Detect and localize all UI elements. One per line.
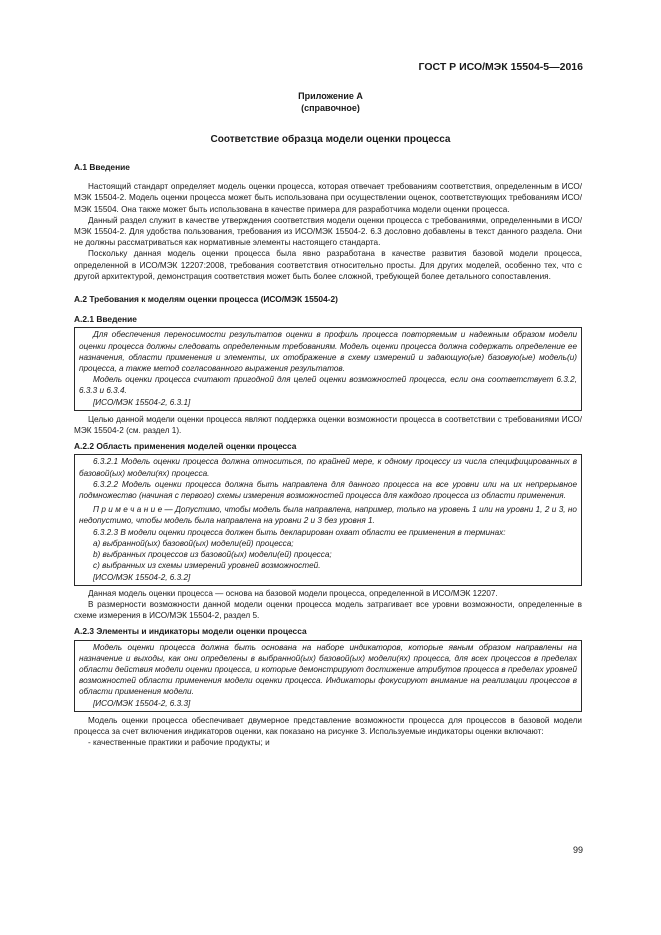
section-a23-heading: А.2.3 Элементы и индикаторы модели оценки процесса bbox=[74, 626, 307, 637]
section-a22-heading: А.2.2 Область применения моделей оценки процесса bbox=[74, 441, 297, 452]
requirement-box-a22 bbox=[74, 454, 582, 585]
requirement-box-a23 bbox=[74, 640, 582, 712]
requirement-text: Модель оценки процесса должна быть основана на наборе индикаторов, которые явным образом направлены на назначение и выходы, как они определены в выбранной(ых) базовой(ых) модели(ях) процесса, для всех процессов в пределах области действия модели оценки процесса, и которые демонстрируют достижение атрибутов процесса в пределах уровней возможностей области применения модели оценки процесса. Индикаторы фокусируют внимание на реализации процессов в области применения модели. bbox=[79, 642, 577, 697]
requirement-text: 6.3.2.3 В модели оценки процесса должен быть декларирован охват области ее применения в терминах: bbox=[93, 527, 506, 537]
section-a23-paragraph: Модель оценки процесса обеспечивает двумерное представление возможности процесса для процессов в базовой модели процесса за счет включения индикаторов оценки, как показано на рисунке 3. Используемые индикаторы оценки включают: bbox=[74, 715, 582, 736]
annex-header bbox=[0, 90, 661, 114]
requirement-text: 6.3.2.1 Модель оценки процесса должна относиться, по крайней мере, к одному процессу из числа специфицированных в базовой(ых) модели(ях) процесса. bbox=[79, 457, 577, 478]
page-number: 99 bbox=[572, 845, 583, 855]
section-a22-paragraph-1: Данная модель оценки процесса — основа на базовой модели процесса, определенной в ИСО/МЭК 12207. bbox=[88, 588, 498, 598]
section-a1-paragraph-2: Данный раздел служит в качестве утверждения соответствия модели оценки процесса с требованиями, определенными в ИСО/МЭК 15504-2. Для удобства пользования, требования из ИСО/МЭК 15504-2. 6.3 дословно добавлены в текст данного раздела. Они не должны рассматриваться как нормативные элементы настоящего стандарта. bbox=[74, 215, 582, 248]
requirement-text: 6.3.2.2 Модель оценки процесса должна быть направлена для данного процесса на все уровни или на их непрерывное подмножество (начиная с первого) схемы измерения возможностей процесса для каждого процесса из области применения. bbox=[79, 479, 577, 501]
section-a1-paragraph-3: Поскольку данная модель оценки процесса была явно разработана в качестве развития базовой модели процесса, определенной в ИСО/МЭК 12207:2008, требования соответствия относительно просты. Для других моделей, особенно тех, что с другой архитектурой, демонстрация соответствия может быть более сложной, требующей более детального сопоставления. bbox=[74, 249, 582, 281]
requirement-list-item: c) выбранных из схемы измерений уровней возможностей. bbox=[93, 561, 321, 571]
requirement-list-item: a) выбранной(ых) базовой(ых) модели(ей) процесса; bbox=[93, 538, 294, 548]
requirement-box-a21 bbox=[74, 327, 582, 410]
section-a1-paragraph-1: Настоящий стандарт определяет модель оценки процесса, которая отвечает требованиям соответствия, определенным в ИСО/МЭК 15504-2. Модель оценки процесса может быть использована при осуществлении оценок, соответствующих требованиям ИСО/МЭК 15504. Она также может быть использована в качестве примера для разработчика модели оценки процесса. bbox=[74, 182, 582, 214]
annex-type: (справочное) bbox=[301, 103, 360, 113]
section-a1-heading: А.1 Введение bbox=[74, 162, 130, 172]
requirement-text: Для обеспечения переносимости результатов оценки в профиль процесса повторяемым и надежным образом модели оценки процесса должны следовать определенным требованиям. Модель оценки процесса должна содержать определение ее назначения, области применения и элементы, их отображение в схему измерений и задающую(ые) базовую(ые) модель(и) процесса, а также метод согласованного выражения результатов. bbox=[79, 330, 577, 374]
standard-identifier: ГОСТ Р ИСО/МЭК 15504-5—2016 bbox=[418, 61, 583, 73]
requirement-reference: [ИСО/МЭК 15504-2, 6.3.1] bbox=[93, 397, 191, 407]
section-a21-heading: А.2.1 Введение bbox=[74, 314, 137, 325]
document-body bbox=[74, 162, 582, 748]
requirement-list-item: b) выбранных процессов из базовой(ых) модели(ей) процесса; bbox=[93, 550, 332, 560]
annex-label: Приложение А bbox=[298, 91, 363, 101]
section-a2-heading: А.2 Требования к моделям оценки процесса (ИСО/МЭК 15504-2) bbox=[74, 294, 338, 305]
requirement-reference: [ИСО/МЭК 15504-2, 6.3.2] bbox=[93, 572, 191, 582]
requirement-reference: [ИСО/МЭК 15504-2, 6.3.3] bbox=[93, 698, 191, 708]
section-a21-paragraph: Целью данной модели оценки процесса являют поддержка оценки возможности процесса в соответствии с требованиями ИСО/МЭК 15504-2 (см. раздел 1). bbox=[74, 414, 582, 436]
annex-title: Соответствие образца модели оценки процесса bbox=[210, 134, 451, 145]
section-a22-paragraph-2: В размерности возможности данной модели оценки процесса модель затрагивает все уровни возможности, определенные в схеме измерения в ИСО/МЭК 15504-2, раздел 5. bbox=[74, 599, 582, 621]
requirement-note: П р и м е ч а н и е — Допустимо, чтобы модель была направлена, например, только на уровень 1 или на уровни 1, 2 и 3, но недопустимо, чтобы модель была направлена на уровни 2 и 3 без уровня 1. bbox=[79, 505, 577, 526]
section-a23-list-item: - качественные практики и рабочие продукты; и bbox=[88, 738, 270, 748]
requirement-text: Модель оценки процесса считают пригодной для целей оценки возможностей процесса, если она соответствует 6.3.2, 6.3.3 и 6.3.4. bbox=[79, 375, 577, 396]
